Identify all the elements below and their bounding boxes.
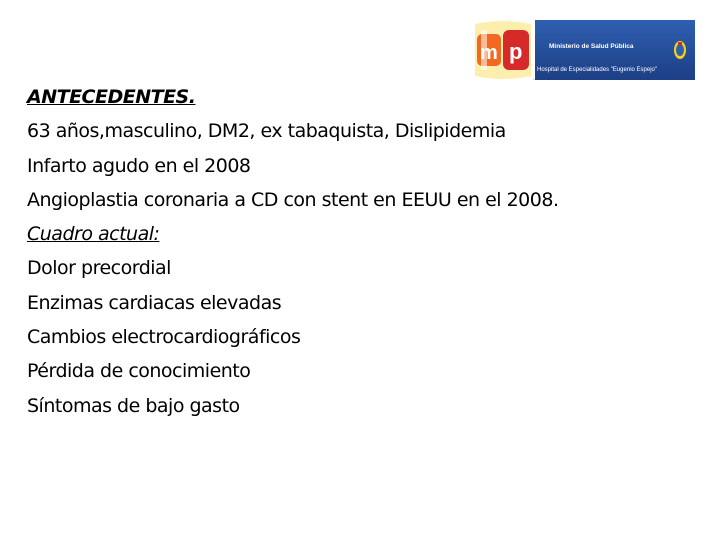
ministry-logo xyxy=(473,20,695,80)
text-line: Infarto agudo en el 2008 xyxy=(27,154,251,177)
text-line: Angioplastia coronaria a CD con stent en EEUU en el 2008. xyxy=(27,188,559,211)
text-line: Enzimas cardiacas elevadas xyxy=(27,291,282,314)
logo-banner xyxy=(535,20,695,80)
logo-hospital-text: Hospital de Especialidades "Eugenio Espejo" xyxy=(537,67,658,73)
text-line: Dolor precordial xyxy=(27,257,171,280)
msp-logo-icon xyxy=(473,20,533,80)
slide-content xyxy=(27,80,559,423)
logo-ministry-text: Ministerio de Salud Pública xyxy=(549,43,634,50)
svg-text:p: p xyxy=(509,39,523,64)
coat-of-arms-icon xyxy=(673,40,687,60)
text-line: 63 años,masculino, DM2, ex tabaquista, Dislipidemia xyxy=(27,120,506,143)
svg-text:m: m xyxy=(480,42,498,64)
heading-antecedentes: ANTECEDENTES. xyxy=(27,86,196,108)
text-line: Cambios electrocardiográficos xyxy=(27,326,301,349)
text-line: Pérdida de conocimiento xyxy=(27,360,251,383)
heading-cuadro-actual: Cuadro actual: xyxy=(27,223,160,246)
text-line: Síntomas de bajo gasto xyxy=(27,394,240,417)
